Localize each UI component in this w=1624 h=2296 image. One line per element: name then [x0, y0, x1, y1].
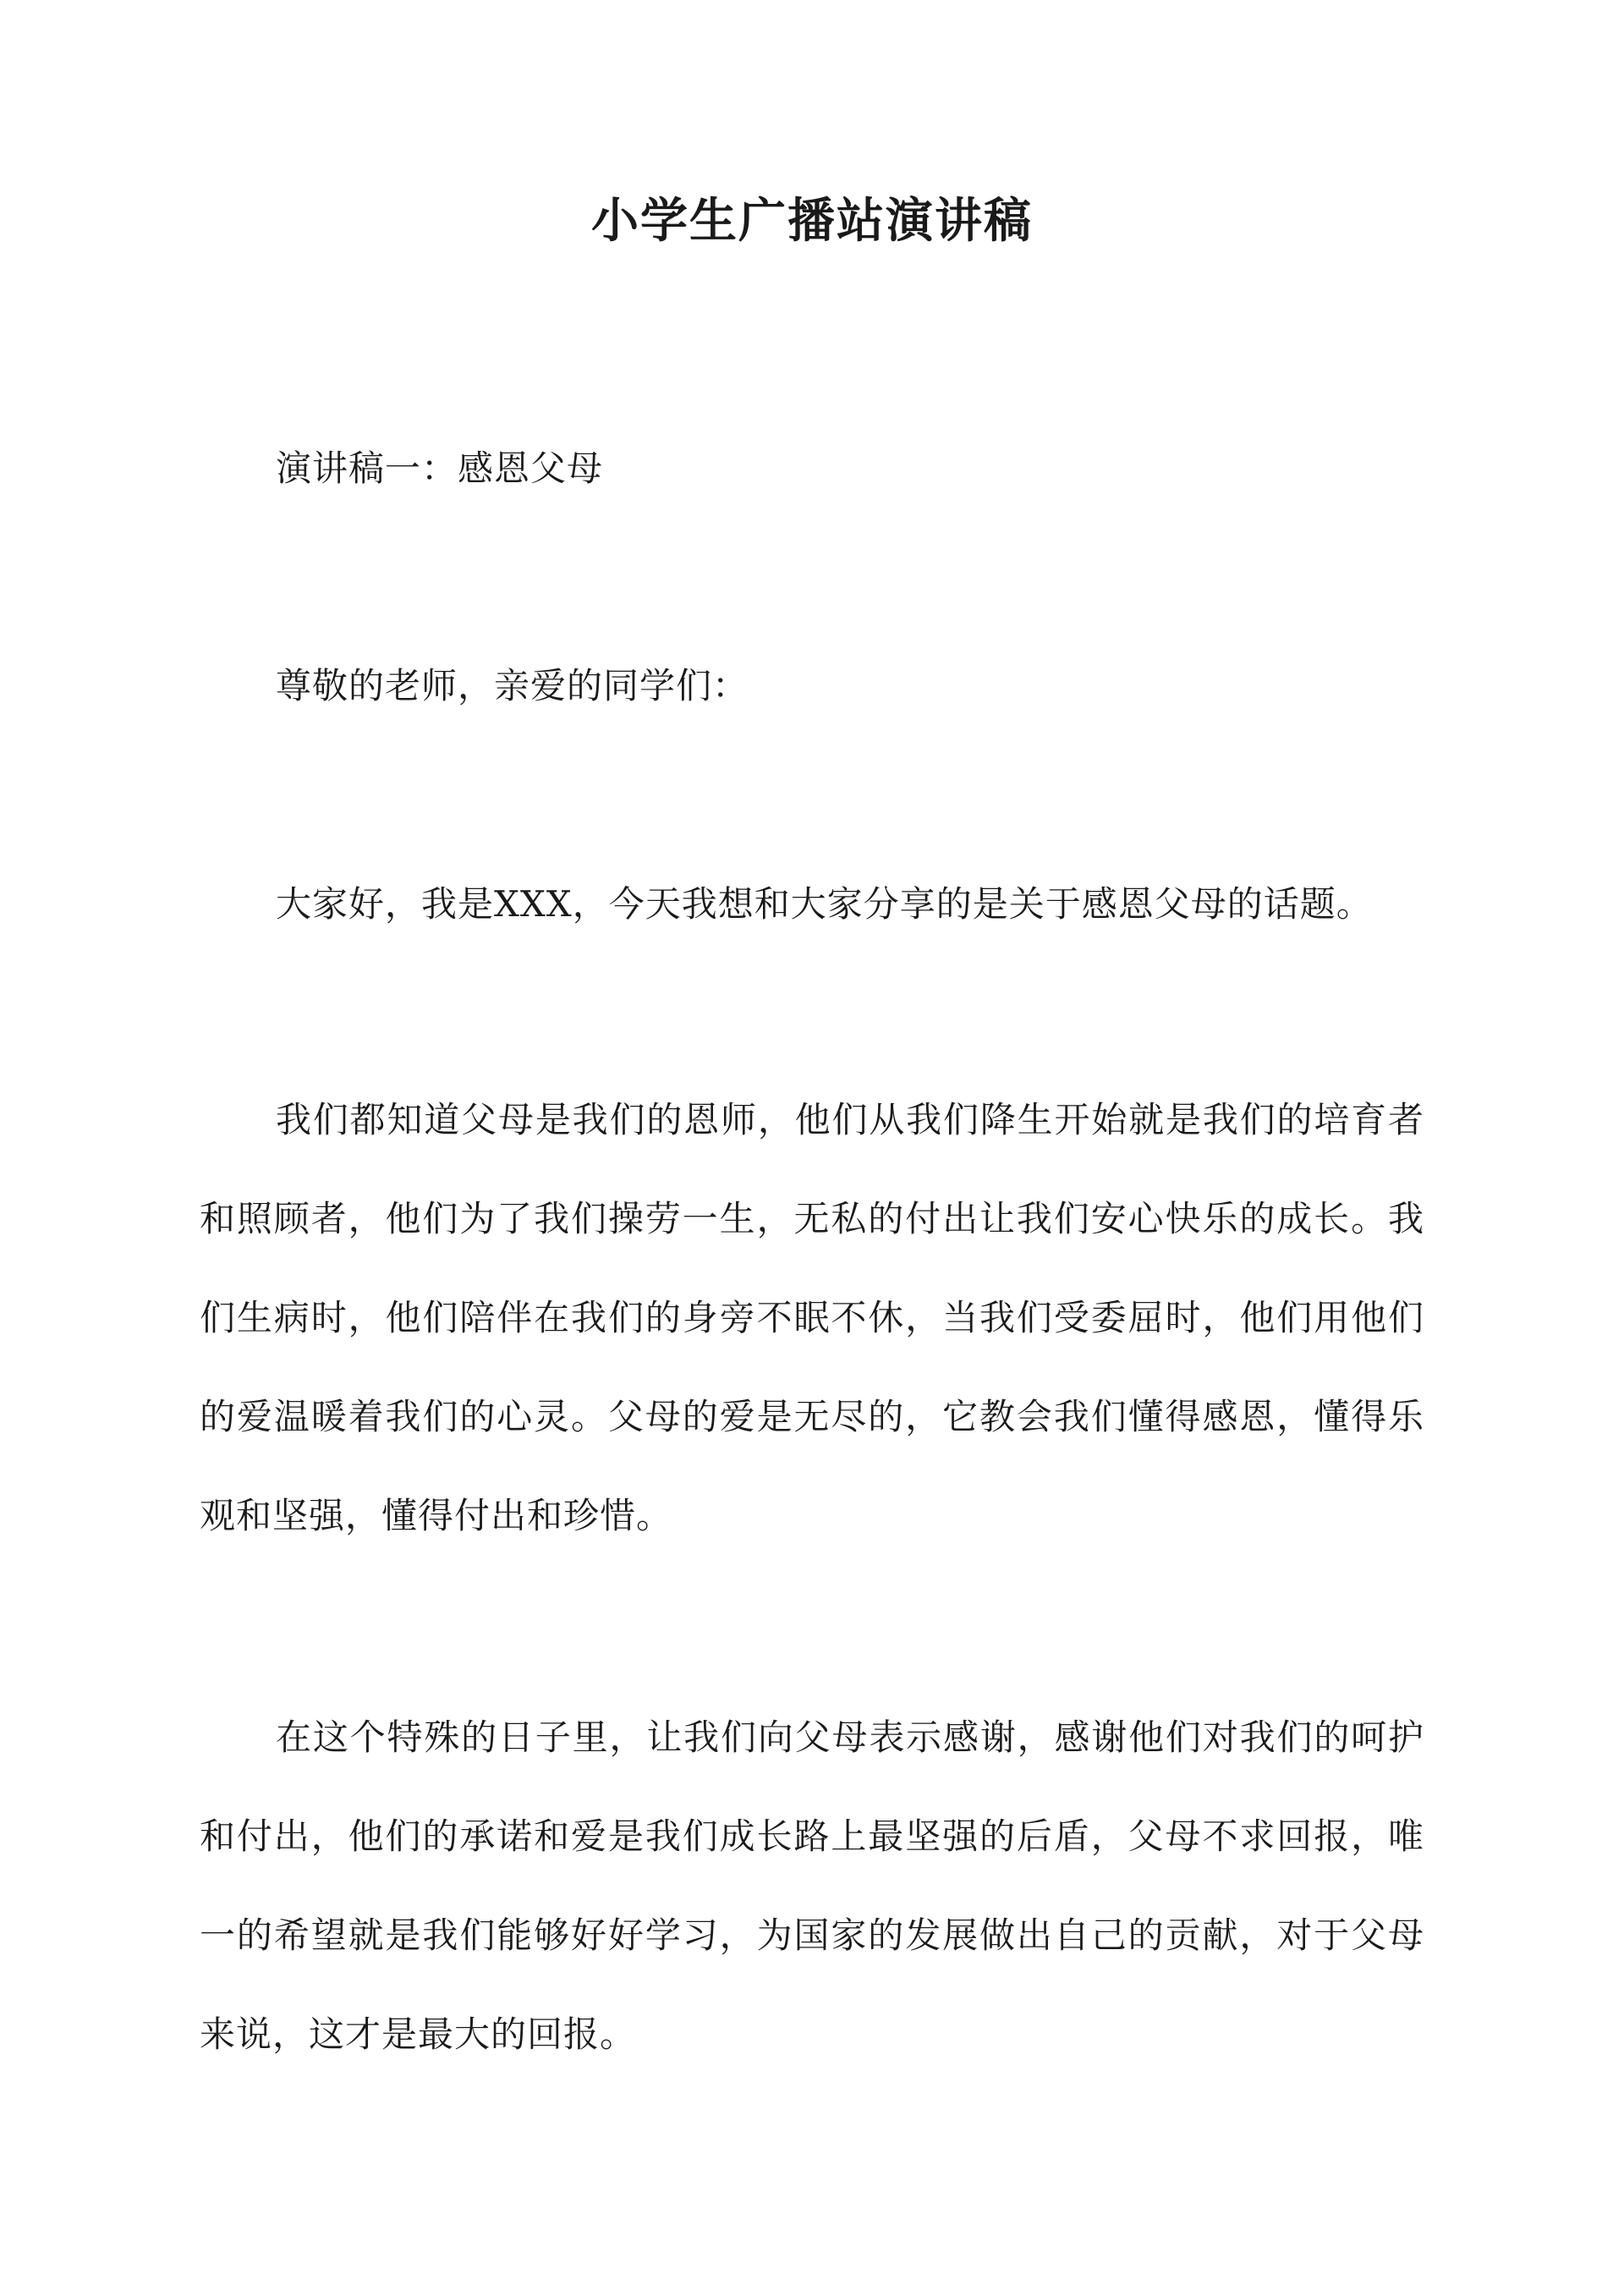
body-paragraph: 在这个特殊的日子里，让我们向父母表示感谢，感谢他们对我们的呵护和付出，他们的承诺和爱是我们成长路上最坚强的后盾，父母不求回报，唯一的希望就是我们能够好好学习，为国家的发展做出自己的贡献，对于父母来说，这才是最大的回报。: [200, 1717, 1424, 2055]
speech-subtitle: 演讲稿一：感恩父母: [276, 448, 604, 489]
greeting-paragraph: 尊敬的老师，亲爱的同学们：: [276, 665, 749, 706]
document-title: 小学生广播站演讲稿: [591, 193, 1033, 249]
body-paragraph: 我们都知道父母是我们的恩师，他们从我们降生开始就是我们的培育者和照顾者，他们为了我们操劳一生，无私的付出让我们安心快乐的成长。我们生病时，他们陪伴在我们的身旁不眠不休，当我们受委屈时，他们用他们的爱温暖着我们的心灵。父母的爱是无尽的，它教会我们懂得感恩，懂得乐观和坚强，懂得付出和珍惜。: [200, 1099, 1424, 1536]
intro-paragraph: 大家好，我是XXX，今天我想和大家分享的是关于感恩父母的话题。: [276, 883, 1373, 925]
